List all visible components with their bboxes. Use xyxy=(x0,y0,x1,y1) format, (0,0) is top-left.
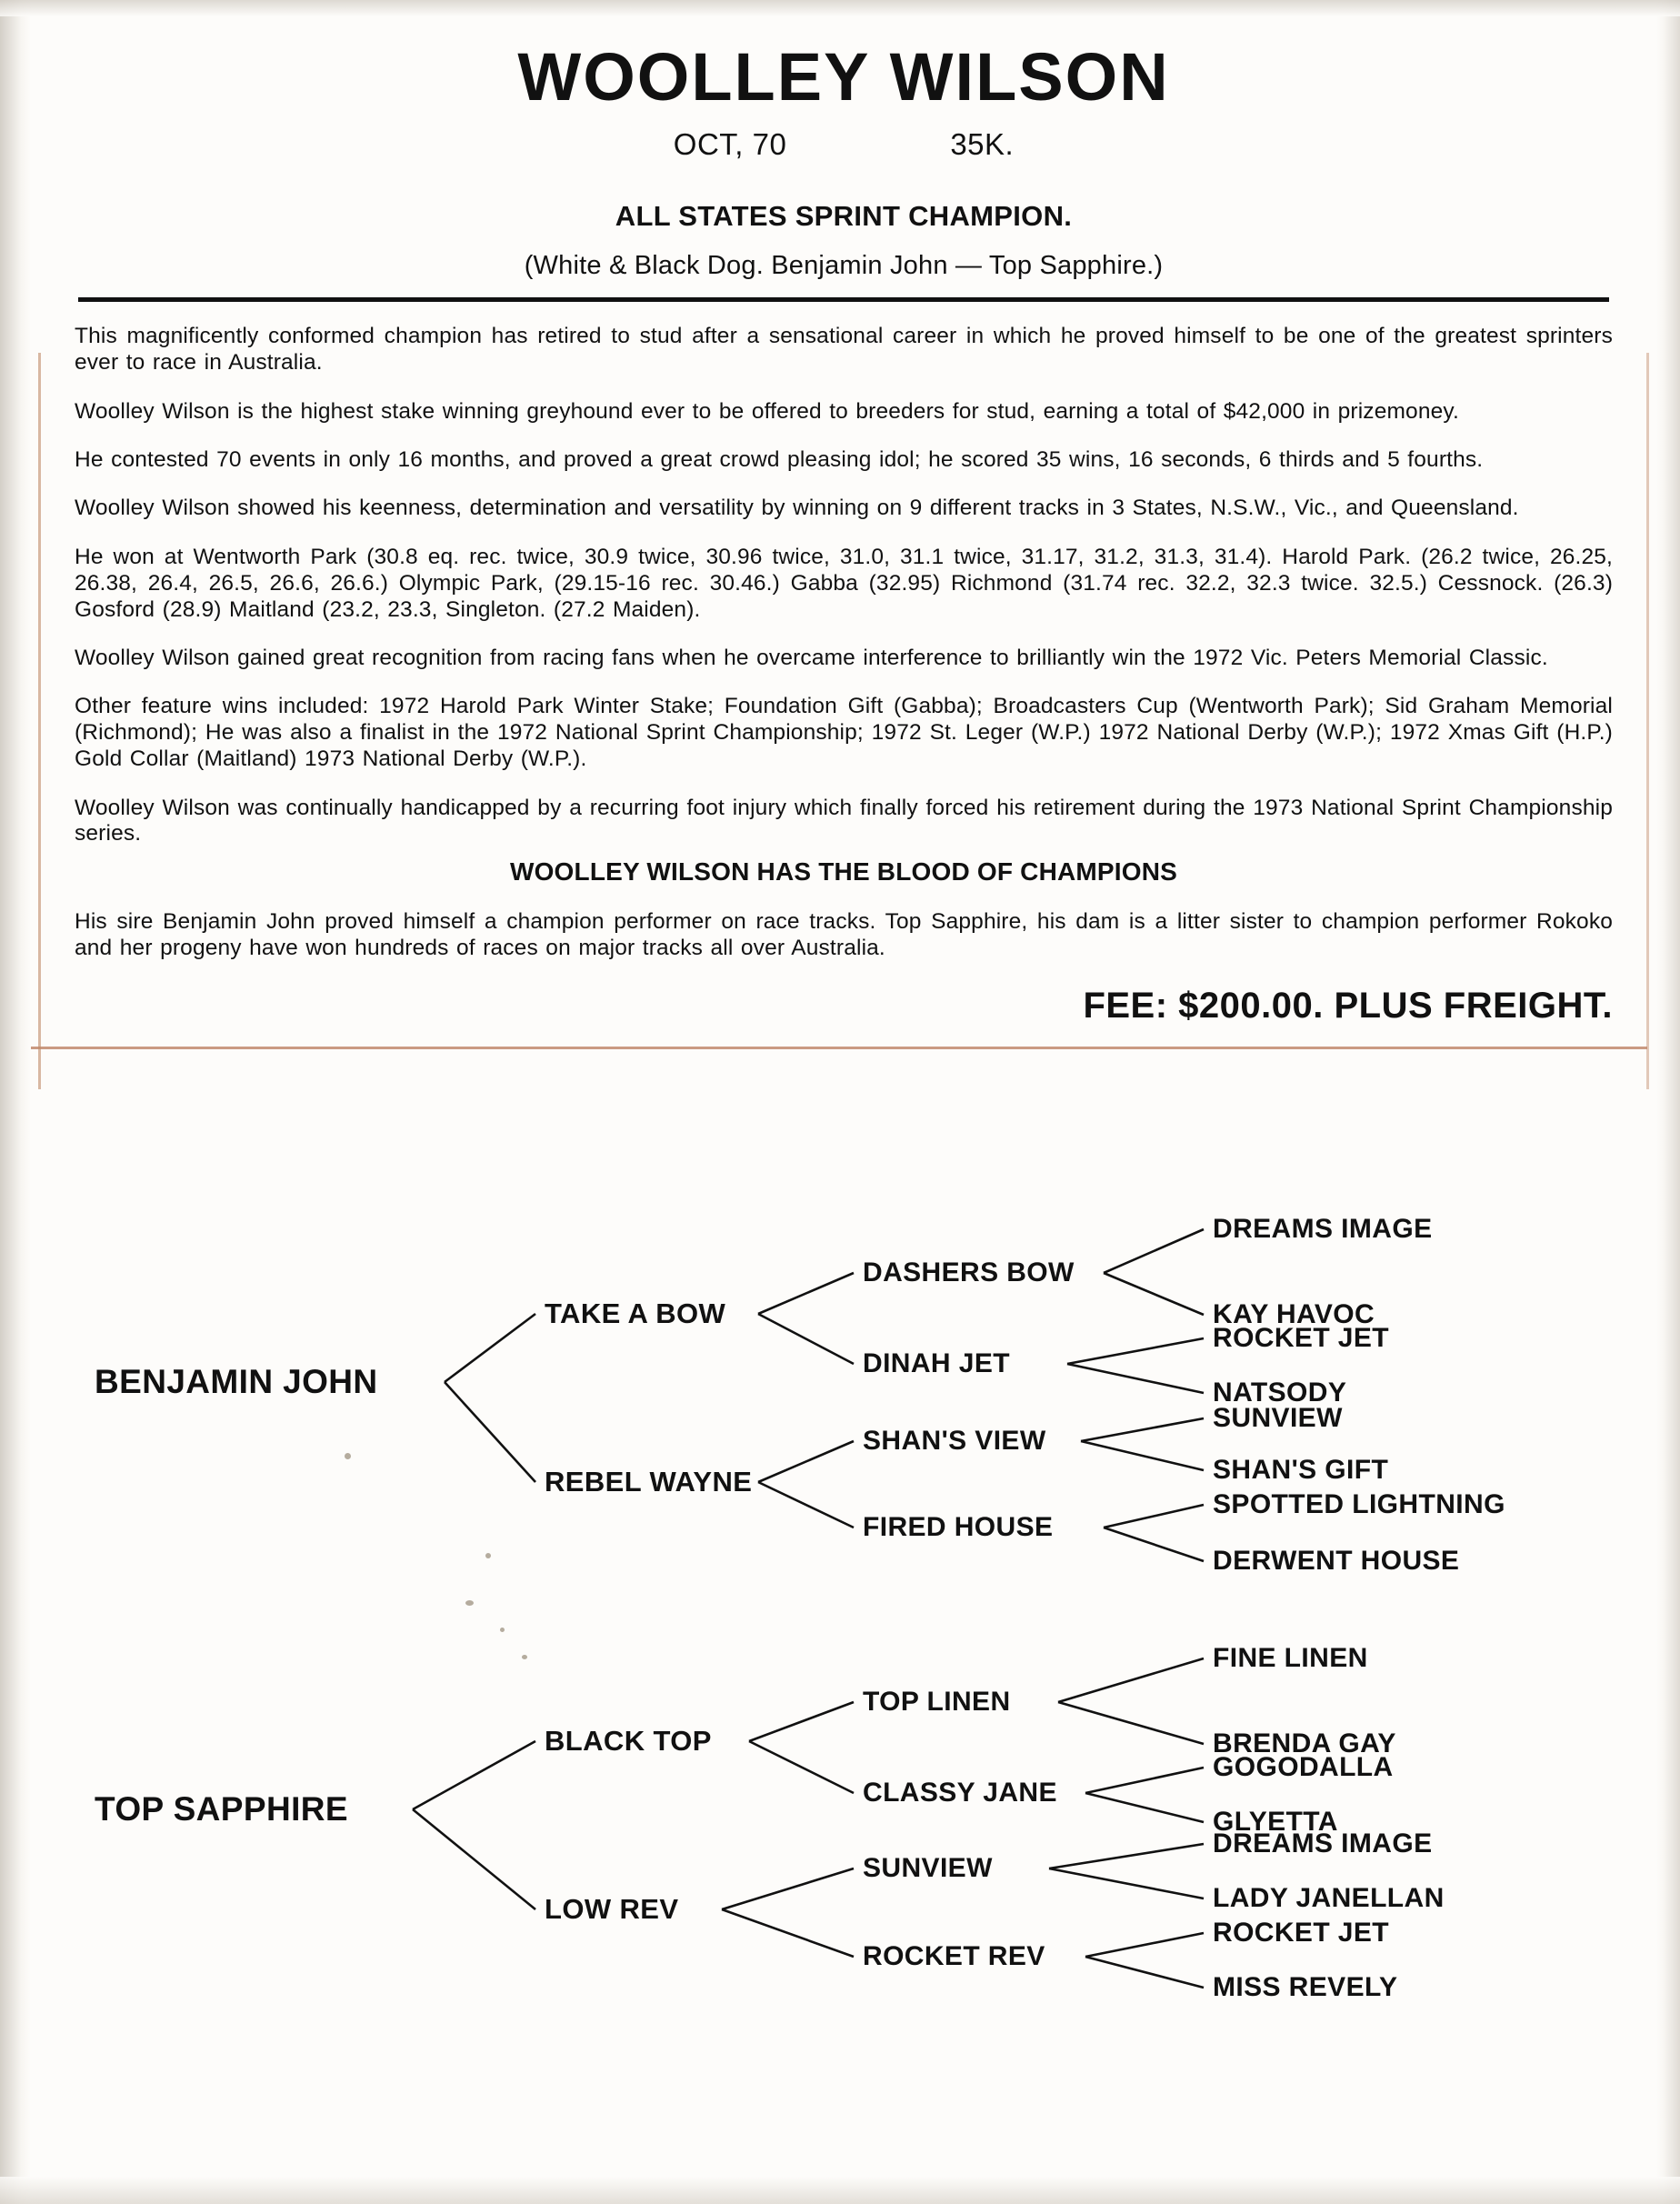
blood-of-champions-heading: WOOLLEY WILSON HAS THE BLOOD OF CHAMPIONS xyxy=(509,857,1178,887)
pedigree-node: SHAN'S VIEW xyxy=(863,1425,1046,1456)
paragraph: Woolley Wilson showed his keenness, determination and versatility by winning on 9 different tracks in 3 States, N.S.W., Vic., and Queensland. xyxy=(75,496,1519,521)
pedigree-node: BLACK TOP xyxy=(545,1724,712,1757)
pedigree-node-dam: TOP SAPPHIRE xyxy=(95,1789,348,1828)
scan-speck xyxy=(522,1655,527,1659)
frame-line-right xyxy=(1646,353,1649,1089)
paragraph: Woolley Wilson gained great recognition from racing fans when he overcame interference to brilliantly win the 1972 Vic. Peters Memorial Classic. xyxy=(75,645,1548,670)
pedigree-node: ROCKET JET xyxy=(1213,1917,1390,1948)
pedigree-node: KAY HAVOC xyxy=(1213,1298,1375,1329)
pedigree-node: CLASSY JANE xyxy=(863,1777,1057,1808)
pedigree-node: SPOTTED LIGHTNING xyxy=(1213,1488,1505,1519)
paragraph: He contested 70 events in only 16 months, and proved a great crowd pleasing idol; he scored 35 wins, 16 seconds, 6 thirds and 5 fourths. xyxy=(75,446,1484,472)
pedigree-node: TOP LINEN xyxy=(863,1686,1011,1717)
pedigree-node: DERWENT HOUSE xyxy=(1213,1545,1460,1576)
pedigree-node-sire: BENJAMIN JOHN xyxy=(95,1362,378,1400)
page-edge-shadow-left xyxy=(0,0,31,2204)
document-content xyxy=(31,16,1656,2180)
pedigree-node: SHAN'S GIFT xyxy=(1213,1454,1389,1485)
header-code: 35K. xyxy=(950,126,1015,161)
scan-speck xyxy=(345,1453,351,1459)
pedigree-node: GOGODALLA xyxy=(1213,1751,1394,1782)
closing-paragraph: His sire Benjamin John proved himself a champion performer on race tracks. Top Sapphire, his dam is a litter sister to champion performer Rokoko and her progeny have won hundreds of races on major tracks all over Australia. xyxy=(75,908,1613,960)
header-divider xyxy=(78,297,1609,302)
page-edge-shadow-right xyxy=(1656,0,1680,2204)
body-text xyxy=(75,324,1613,962)
section-divider xyxy=(31,1047,1647,1049)
pedigree-node: BRENDA GAY xyxy=(1213,1728,1396,1758)
pedigree-node: NATSODY xyxy=(1213,1377,1347,1408)
header-date: OCT, 70 xyxy=(673,126,787,161)
stud-fee: FEE: $200.00. PLUS FREIGHT. xyxy=(1083,985,1613,1026)
pedigree-node: GLYETTA xyxy=(1213,1806,1338,1837)
pedigree-node: DINAH JET xyxy=(863,1347,1010,1378)
pedigree-node: MISS REVELY xyxy=(1213,1971,1398,2002)
page-edge-shadow-top xyxy=(0,0,1680,16)
pedigree-node: ROCKET REV xyxy=(863,1940,1045,1971)
pedigree-node: DREAMS IMAGE xyxy=(1213,1828,1433,1858)
scan-speck xyxy=(485,1553,491,1558)
pedigree-node: FINE LINEN xyxy=(1213,1642,1368,1673)
pedigree-node: SUNVIEW xyxy=(863,1852,993,1883)
page-title: WOOLLEY WILSON xyxy=(517,39,1170,115)
parentage-line: (White & Black Dog. Benjamin John — Top Sapphire.) xyxy=(524,250,1164,280)
frame-line-left xyxy=(38,353,41,1089)
scan-speck xyxy=(465,1600,474,1606)
pedigree-node: ROCKET JET xyxy=(1213,1322,1390,1353)
pedigree-node: FIRED HOUSE xyxy=(863,1511,1054,1542)
pedigree-node: LOW REV xyxy=(545,1892,679,1925)
page-edge-shadow-bottom xyxy=(0,2177,1680,2204)
pedigree-node: LADY JANELLAN xyxy=(1213,1882,1445,1913)
pedigree-node: REBEL WAYNE xyxy=(545,1465,753,1498)
pedigree-chart xyxy=(31,1055,1656,2164)
scan-speck xyxy=(500,1628,505,1632)
paragraph: Other feature wins included: 1972 Harold Park Winter Stake; Foundation Gift (Gabba); Broadcasters Cup (Wentworth Park); Sid Graham Memorial (Richmond); He was also a finalist in the 1972 National Sprint Championship; 1972 St. Leger (W.P.) 1972 National Derby (W.P.); 1972 Xmas Gift (H.P.) Gold Collar (Maitland) 1973 National Derby (W.P.). xyxy=(75,694,1613,772)
paragraph: Woolley Wilson was continually handicapped by a recurring foot injury which finally forced his retirement during the 1973 National Sprint Championship series. xyxy=(75,795,1613,847)
paragraph: Woolley Wilson is the highest stake winning greyhound ever to be offered to breeders for stud, earning a total of $42,000 in prizemoney. xyxy=(75,398,1459,424)
pedigree-node: SUNVIEW xyxy=(1213,1402,1343,1433)
pedigree-node: TAKE A BOW xyxy=(545,1297,726,1329)
pedigree-node: DASHERS BOW xyxy=(863,1257,1075,1287)
champion-title: ALL STATES SPRINT CHAMPION. xyxy=(615,199,1073,232)
pedigree-node: DREAMS IMAGE xyxy=(1213,1213,1433,1244)
header-subline xyxy=(31,127,1656,162)
paragraph: He won at Wentworth Park (30.8 eq. rec. twice, 30.9 twice, 30.96 twice, 31.0, 31.1 twice, 31.17, 31.2, 31.3, 31.4). Harold Park. (26.2 twice, 26.25, 26.38, 26.4, 26.5, 26.6, 26.6.) Olympic Park, (29.15-16 rec. 30.46.) Gabba (32.95) Richmond (31.74 rec. 32.2, 32.3 twice. 32.5.) Cessnock. (26.3) Gosford (28.9) Maitland (23.2, 23.3, Singleton. (27.2 Maiden). xyxy=(75,544,1613,622)
fee-row xyxy=(31,986,1613,1027)
paragraph: This magnificently conformed champion has retired to stud after a sensational career in which he proved himself to be one of the greatest sprinters ever to race in Australia. xyxy=(75,324,1613,376)
